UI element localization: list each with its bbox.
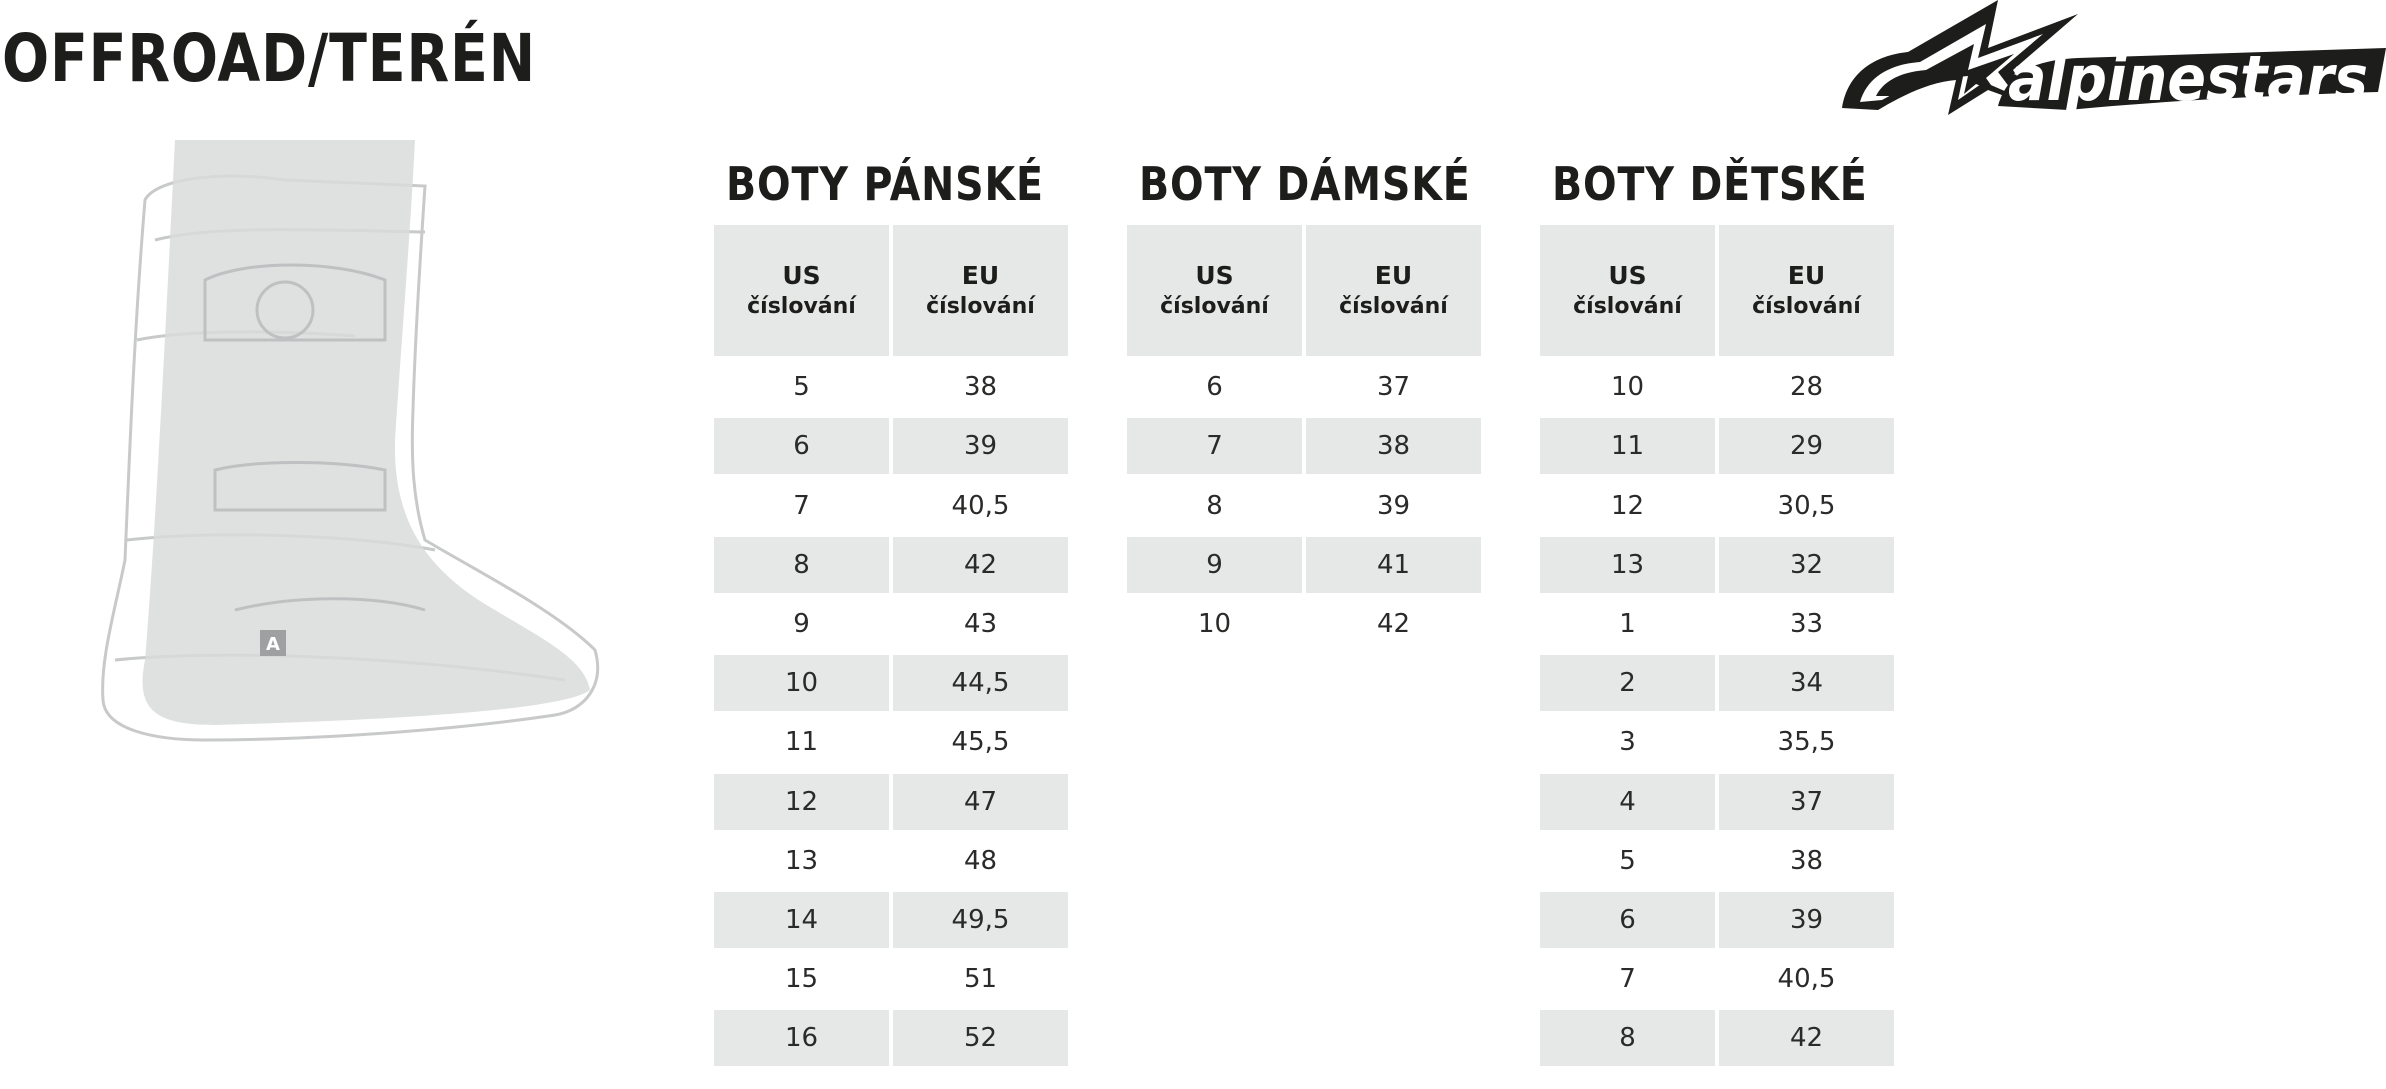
- column-header-us: [714, 225, 889, 356]
- table-row: [1540, 770, 1896, 829]
- eu-size-cell: 28: [1789, 372, 1824, 403]
- motocross-boot-icon: [95, 140, 615, 860]
- eu-size-cell: 41: [1306, 537, 1481, 593]
- table-header-row: [1127, 225, 1483, 356]
- eu-size-cell: 42: [1719, 1010, 1894, 1066]
- us-size-cell: 14: [714, 892, 889, 948]
- eu-size-cell: 35,5: [1777, 727, 1836, 758]
- us-size-cell: 9: [793, 608, 810, 639]
- eu-size-cell: 37: [1719, 774, 1894, 830]
- eu-size-cell: 33: [1789, 608, 1824, 639]
- column-header-us: [1127, 225, 1302, 356]
- size-table-women: [1127, 155, 1483, 652]
- table-row: [714, 474, 1070, 533]
- us-size-cell: 4: [1540, 774, 1715, 830]
- us-size-cell: 12: [1610, 490, 1645, 521]
- size-table-men: [714, 155, 1070, 1066]
- eu-size-cell: 47: [893, 774, 1068, 830]
- column-header-sub: číslování: [926, 293, 1035, 319]
- table-row: [714, 593, 1070, 652]
- table-row: [1540, 593, 1896, 652]
- column-header-main: EU: [961, 260, 1000, 290]
- column-header-main: EU: [1787, 260, 1826, 290]
- us-size-cell: 1: [1619, 608, 1636, 639]
- table-row: [1540, 652, 1896, 711]
- us-size-cell: 10: [714, 655, 889, 711]
- eu-size-cell: 32: [1719, 537, 1894, 593]
- boot-marker-label: A: [266, 634, 280, 655]
- page-title: OFFROAD/TERÉN: [2, 20, 536, 97]
- us-size-cell: 10: [1610, 372, 1645, 403]
- table-body: [1540, 356, 1896, 1066]
- table-row: [1127, 356, 1483, 415]
- table-row: [1127, 474, 1483, 533]
- column-header-eu: [1719, 225, 1894, 356]
- table-row: [1127, 534, 1483, 593]
- us-size-cell: 6: [1206, 372, 1223, 403]
- eu-size-cell: 44,5: [893, 655, 1068, 711]
- eu-size-cell: 51: [963, 964, 998, 995]
- us-size-cell: 11: [784, 727, 819, 758]
- table-row: [1540, 711, 1896, 770]
- us-size-cell: 8: [1206, 490, 1223, 521]
- column-header-eu: [893, 225, 1068, 356]
- us-size-cell: 13: [1540, 537, 1715, 593]
- eu-size-cell: 42: [1376, 608, 1411, 639]
- table-heading: BOTY DÁMSKÉ: [1139, 157, 1471, 211]
- eu-size-cell: 43: [963, 608, 998, 639]
- table-row: [1540, 830, 1896, 889]
- us-size-cell: 7: [1127, 418, 1302, 474]
- table-header-row: [1540, 225, 1896, 356]
- table-row: [1540, 474, 1896, 533]
- us-size-cell: 5: [793, 372, 810, 403]
- eu-size-cell: 29: [1719, 418, 1894, 474]
- eu-size-cell: 48: [963, 845, 998, 876]
- svg-text:alpinestars: alpinestars: [2008, 42, 2368, 115]
- table-body: [714, 356, 1070, 1066]
- table-row: [1540, 889, 1896, 948]
- table-body: [1127, 356, 1483, 652]
- us-size-cell: 11: [1540, 418, 1715, 474]
- eu-size-cell: 30,5: [1777, 490, 1836, 521]
- us-size-cell: 9: [1127, 537, 1302, 593]
- eu-size-cell: 39: [1719, 892, 1894, 948]
- size-table-kids: [1540, 155, 1896, 1066]
- column-header-sub: číslování: [1752, 293, 1861, 319]
- eu-size-cell: 42: [893, 537, 1068, 593]
- eu-size-cell: 40,5: [1777, 964, 1836, 995]
- column-header-main: EU: [1374, 260, 1413, 290]
- us-size-cell: 8: [1540, 1010, 1715, 1066]
- us-size-cell: 10: [1197, 608, 1232, 639]
- alpinestars-star-logo-icon: [1838, 0, 2386, 118]
- column-header-eu: [1306, 225, 1481, 356]
- column-header-sub: číslování: [747, 293, 856, 319]
- table-row: [1540, 948, 1896, 1007]
- eu-size-cell: 40,5: [951, 490, 1010, 521]
- us-size-cell: 5: [1619, 845, 1636, 876]
- us-size-cell: 8: [714, 537, 889, 593]
- us-size-cell: 13: [784, 845, 819, 876]
- column-header-sub: číslování: [1573, 293, 1682, 319]
- table-heading: BOTY DĚTSKÉ: [1552, 157, 1868, 211]
- table-row: [714, 415, 1070, 474]
- table-row: [714, 356, 1070, 415]
- eu-size-cell: 45,5: [951, 727, 1010, 758]
- column-header-sub: číslování: [1339, 293, 1448, 319]
- us-size-cell: 7: [1619, 964, 1636, 995]
- table-row: [714, 948, 1070, 1007]
- table-row: [714, 770, 1070, 829]
- table-row: [714, 652, 1070, 711]
- eu-size-cell: 52: [893, 1010, 1068, 1066]
- table-row: [1540, 415, 1896, 474]
- column-header-us: [1540, 225, 1715, 356]
- us-size-cell: 12: [714, 774, 889, 830]
- table-row: [1127, 593, 1483, 652]
- eu-size-cell: 34: [1719, 655, 1894, 711]
- us-size-cell: 6: [1540, 892, 1715, 948]
- table-row: [714, 830, 1070, 889]
- us-size-cell: 15: [784, 964, 819, 995]
- eu-size-cell: 37: [1376, 372, 1411, 403]
- table-row: [714, 1007, 1070, 1066]
- table-heading: BOTY PÁNSKÉ: [726, 157, 1044, 211]
- eu-size-cell: 39: [1376, 490, 1411, 521]
- eu-size-cell: 49,5: [893, 892, 1068, 948]
- column-header-main: US: [1608, 260, 1647, 290]
- us-size-cell: 2: [1540, 655, 1715, 711]
- us-size-cell: 6: [714, 418, 889, 474]
- us-size-cell: 3: [1619, 727, 1636, 758]
- column-header-main: US: [782, 260, 821, 290]
- table-row: [1540, 356, 1896, 415]
- eu-size-cell: 38: [1306, 418, 1481, 474]
- table-row: [714, 711, 1070, 770]
- eu-size-cell: 38: [963, 372, 998, 403]
- table-row: [714, 534, 1070, 593]
- column-header-main: US: [1195, 260, 1234, 290]
- us-size-cell: 16: [714, 1010, 889, 1066]
- column-header-sub: číslování: [1160, 293, 1269, 319]
- table-row: [714, 889, 1070, 948]
- table-row: [1540, 534, 1896, 593]
- us-size-cell: 7: [793, 490, 810, 521]
- eu-size-cell: 38: [1789, 845, 1824, 876]
- eu-size-cell: 39: [893, 418, 1068, 474]
- table-row: [1127, 415, 1483, 474]
- table-row: [1540, 1007, 1896, 1066]
- table-header-row: [714, 225, 1070, 356]
